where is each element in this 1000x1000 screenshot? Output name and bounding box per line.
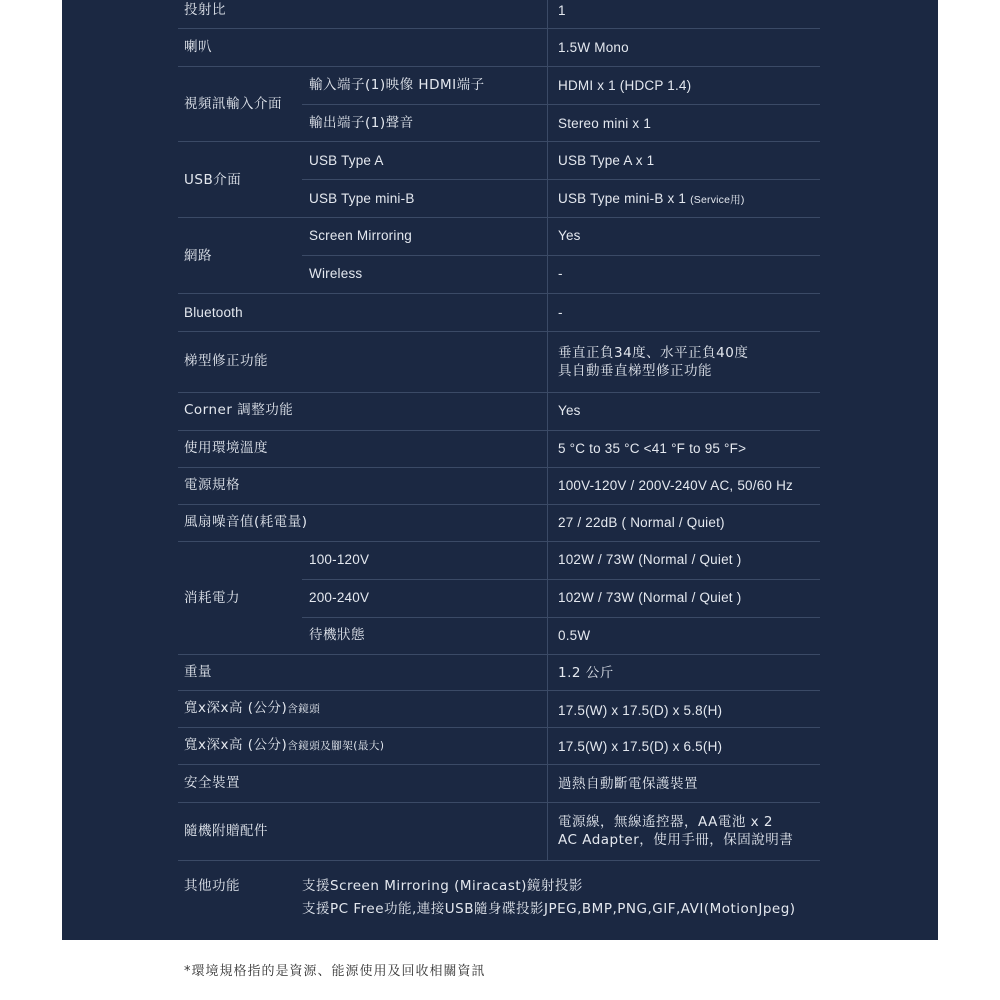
spec-sublabel-standby: 待機狀態	[309, 627, 365, 643]
row-divider	[178, 654, 820, 655]
spec-label-temperature: 使用環境溫度	[184, 440, 268, 456]
spec-value-bluetooth: -	[558, 305, 563, 320]
other-features-line2: 支援PC Free功能,連接USB隨身碟投影JPEG,BMP,PNG,GIF,AVI(MotionJpeg)	[302, 901, 796, 917]
spec-value-corner: Yes	[558, 403, 581, 418]
spec-value-wireless: -	[558, 266, 563, 281]
row-divider	[178, 467, 820, 468]
row-divider	[302, 579, 820, 580]
row-divider	[178, 293, 820, 294]
row-divider	[178, 860, 820, 861]
row-divider	[178, 727, 820, 728]
row-divider	[302, 179, 820, 180]
spec-label-usb: USB介面	[184, 172, 242, 188]
spec-value-screen-mirroring: Yes	[558, 228, 581, 243]
spec-value-dims-lens: 17.5(W) x 17.5(D) x 5.8(H)	[558, 703, 723, 718]
spec-sublabel-screen-mirroring: Screen Mirroring	[309, 228, 412, 243]
spec-sublabel-200-240v: 200-240V	[309, 590, 370, 605]
spec-label-other-features: 其他功能	[184, 878, 240, 894]
row-divider	[178, 802, 820, 803]
spec-table-panel	[62, 0, 938, 940]
spec-label-speaker: 喇叭	[184, 39, 212, 55]
row-divider	[178, 217, 820, 218]
spec-sublabel-wireless: Wireless	[309, 266, 363, 281]
spec-label-bluetooth: Bluetooth	[184, 305, 243, 320]
spec-sublabel-audio-out: 輸出端子(1)聲音	[309, 115, 414, 131]
row-divider	[178, 331, 820, 332]
spec-value-accessories-line1: 電源線，無線遙控器，AA電池 x 2	[558, 814, 774, 830]
row-divider	[302, 617, 820, 618]
spec-value-hdmi: HDMI x 1 (HDCP 1.4)	[558, 78, 692, 93]
spec-value-accessories-line2: AC Adapter，使用手冊，保固說明書	[558, 832, 794, 848]
spec-value-keystone-line1: 垂直正負34度、水平正負40度	[558, 345, 749, 361]
spec-value-standby: 0.5W	[558, 628, 591, 643]
row-divider	[178, 541, 820, 542]
row-divider	[178, 430, 820, 431]
spec-sublabel-hdmi: 輸入端子(1)映像 HDMI端子	[309, 77, 485, 93]
spec-value-keystone-line2: 具自動垂直梯型修正功能	[558, 363, 712, 379]
spec-value-usb-minib: USB Type mini-B x 1 (Service用)	[558, 191, 745, 206]
spec-value-weight: 1.2 公斤	[558, 665, 614, 681]
spec-label-dims-full: 寬x深x高 (公分)含鏡頭及腳架(最大)	[184, 737, 385, 753]
spec-label-accessories: 隨機附贈配件	[184, 823, 268, 839]
spec-label-safety: 安全裝置	[184, 775, 240, 791]
spec-label-fan-noise: 風扇噪音值(耗電量)	[184, 514, 308, 530]
spec-value-usb-minib-note: (Service用)	[690, 194, 745, 206]
spec-label-dims-lens-note: 含鏡頭	[287, 703, 321, 715]
spec-label-dims-lens: 寬x深x高 (公分)含鏡頭	[184, 700, 321, 716]
spec-value-safety: 過熱自動斷電保護裝置	[558, 776, 698, 792]
spec-value-temperature: 5 °C to 35 °C <41 °F to 95 °F>	[558, 441, 747, 456]
row-divider	[302, 255, 820, 256]
row-divider	[178, 504, 820, 505]
spec-label-weight: 重量	[184, 664, 212, 680]
spec-sublabel-usb-a: USB Type A	[309, 153, 384, 168]
spec-value-speaker: 1.5W Mono	[558, 40, 629, 55]
row-divider	[178, 690, 820, 691]
spec-value-100-120v: 102W / 73W (Normal / Quiet )	[558, 552, 742, 567]
footnote: *環境規格指的是資源、能源使用及回收相關資訊	[184, 964, 486, 979]
spec-value-200-240v: 102W / 73W (Normal / Quiet )	[558, 590, 742, 605]
spec-sublabel-usb-minib: USB Type mini-B	[309, 191, 415, 206]
spec-value-audio-out: Stereo mini x 1	[558, 116, 652, 131]
spec-label-network: 網路	[184, 248, 212, 264]
spec-label-av-input: 視頻訊輸入介面	[184, 96, 282, 112]
spec-sublabel-100-120v: 100-120V	[309, 552, 370, 567]
row-divider	[302, 104, 820, 105]
spec-label-corner: Corner 調整功能	[184, 402, 294, 418]
spec-value-throw-ratio: 1	[558, 3, 566, 18]
spec-label-dims-full-note: 含鏡頭及腳架(最大)	[287, 740, 385, 752]
spec-value-usb-a: USB Type A x 1	[558, 153, 655, 168]
column-divider	[547, 0, 548, 860]
spec-value-dims-full: 17.5(W) x 17.5(D) x 6.5(H)	[558, 739, 723, 754]
spec-label-power-spec: 電源規格	[184, 477, 240, 493]
row-divider	[178, 392, 820, 393]
spec-value-fan-noise: 27 / 22dB ( Normal / Quiet)	[558, 515, 725, 530]
row-divider	[178, 141, 820, 142]
spec-label-throw-ratio: 投射比	[184, 2, 226, 18]
row-divider	[178, 764, 820, 765]
other-features-line1: 支援Screen Mirroring (Miracast)鏡射投影	[302, 878, 583, 894]
spec-label-power-consumption: 消耗電力	[184, 590, 240, 606]
row-divider	[178, 66, 820, 67]
row-divider	[178, 28, 820, 29]
spec-value-power-spec: 100V-120V / 200V-240V AC, 50/60 Hz	[558, 478, 793, 493]
spec-label-keystone: 梯型修正功能	[184, 353, 268, 369]
